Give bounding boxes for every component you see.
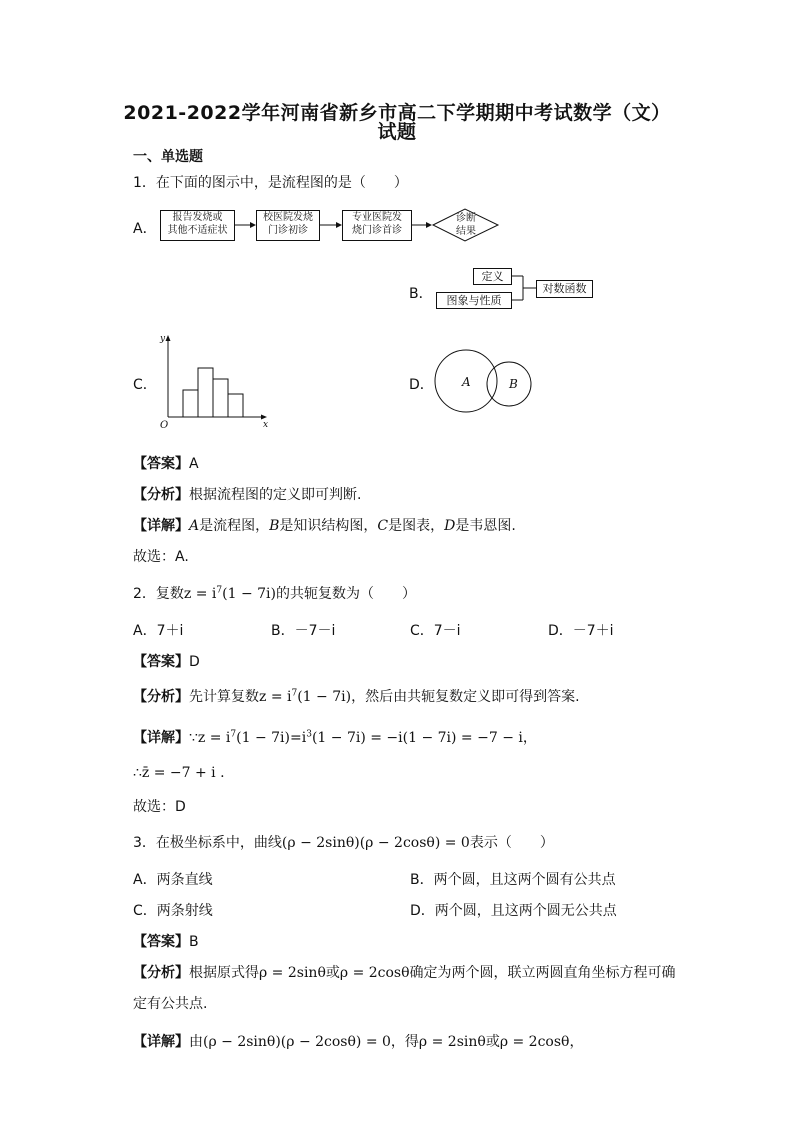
histogram-chart (155, 333, 275, 433)
q2-analysis (133, 686, 580, 706)
q1-detail-t1: 是流程图， (199, 518, 270, 534)
flow-box-report-line1: 报告发烧或 (172, 212, 223, 223)
venn-diagram (432, 346, 537, 416)
structure-box-properties: 图象与性质 (436, 292, 512, 309)
q3-analysis-line2: 定有公共点. (133, 996, 208, 1012)
q3-stem-expr: (ρ − 2sinθ)(ρ − 2cosθ) = 0 (281, 835, 470, 851)
q1-detail (133, 515, 516, 535)
flow-arrowhead-3 (426, 222, 432, 228)
q1-analysis-text: 根据流程图的定义即可判断. (189, 487, 362, 503)
q3-answer (133, 931, 199, 951)
q3-detail-pre: 由 (189, 1034, 203, 1050)
q2-option-c: C．7－i (410, 623, 461, 639)
flow-box-report-line2: 其他不适症状 (167, 225, 228, 236)
q2-analysis-expr2: (1 − 7i) (297, 689, 352, 705)
q3-answer-value: B (189, 934, 199, 950)
histogram-bar-2 (198, 368, 213, 417)
q3-detail-e1: (ρ − 2sinθ)(ρ − 2cosθ) = 0 (203, 1034, 391, 1050)
q3-detail-mid1: ，得 (390, 1034, 419, 1050)
page-title: 2021-2022学年河南省新乡市高二下学期期中考试数学（文） (123, 102, 671, 124)
q1-detail-t4: 是韦恩图. (455, 518, 516, 534)
q1-detail-b: B (269, 518, 280, 534)
q2-answer-value: D (189, 654, 200, 670)
q3-analysis (133, 962, 676, 982)
q2-option-b: B．－7－i (271, 623, 336, 639)
q1-answer-value: A (189, 456, 199, 472)
q1-analysis (133, 484, 361, 504)
structure-box-definition: 定义 (473, 268, 512, 285)
q1-analysis-tag: 【分析】 (133, 487, 189, 503)
q1-detail-a: A (189, 518, 200, 534)
histogram-bar-3 (213, 379, 228, 417)
q3-stem-post: 表示（ ） (469, 835, 554, 851)
histogram-x-arrow (261, 415, 267, 420)
q1-conclusion: 故选：A. (133, 549, 189, 565)
q1-option-c-label: C． (133, 377, 157, 393)
histogram-origin-label: O (160, 420, 169, 431)
flow-box-hospital-line1: 专业医院发 (352, 212, 402, 223)
q2-detail-sup-b: 3 (306, 729, 312, 740)
q2-option-d: D．－7＋i (548, 623, 614, 639)
q3-answer-tag: 【答案】 (133, 934, 189, 950)
venn-label-a: A (462, 375, 471, 389)
flow-box-hospital (342, 210, 412, 241)
q2-detail-expr-c: (1 − 7i) = −i(1 − 7i) = −7 − i (311, 730, 523, 746)
flow-diamond-line1: 诊断 (456, 213, 476, 224)
structure-box-logarithm: 对数函数 (536, 280, 593, 298)
q1-answer-tag: 【答案】 (133, 456, 189, 472)
q2-stem-post: 的共轭复数为（ ） (276, 586, 416, 602)
flow-box-report (160, 210, 235, 241)
q2-detail-sup-a: 7 (230, 729, 237, 740)
q3-stem-pre: 3．在极坐标系中，曲线 (133, 835, 282, 851)
histogram-y-label: y (160, 334, 166, 344)
flow-diamond-line2: 结果 (456, 226, 476, 237)
q3-stem (133, 832, 554, 852)
q1-option-a-label: A． (133, 221, 157, 237)
histogram-bar-1 (183, 390, 198, 417)
venn-label-b: B (509, 377, 518, 391)
q1-detail-d: D (444, 518, 456, 534)
q3-analysis-e2: ρ = 2cosθ (339, 965, 410, 981)
q3-detail-post: ， (569, 1034, 584, 1050)
q2-analysis-pre: 先计算复数 (189, 689, 259, 705)
q1-detail-c: C (377, 518, 389, 534)
q3-option-a: A．两条直线 (133, 872, 213, 888)
q3-analysis-tag: 【分析】 (133, 965, 189, 981)
q3-analysis-e1: ρ = 2sinθ (259, 965, 326, 981)
q2-option-a: A．7＋i (133, 623, 184, 639)
q1-detail-t2: 是知识结构图， (279, 518, 378, 534)
q3-option-d: D．两个圆，且这两个圆无公共点 (410, 903, 617, 919)
q2-analysis-sup: 7 (291, 688, 298, 699)
q2-analysis-post: ，然后由共轭复数定义即可得到答案. (351, 689, 580, 705)
histogram-x-label: x (263, 420, 269, 430)
q3-detail-e3: ρ = 2cosθ (499, 1034, 570, 1050)
q2-detail-tag: 【详解】 (133, 730, 189, 746)
q1-option-b-label: B． (409, 286, 433, 302)
q1-answer (133, 453, 199, 473)
q3-detail (133, 1031, 583, 1051)
q2-stem-pre: 2．复数 (133, 586, 184, 602)
q3-option-b: B．两个圆，且这两个圆有公共点 (410, 872, 616, 888)
q3-analysis-mid: 或 (325, 965, 340, 981)
q1-option-d-label: D． (409, 377, 434, 393)
flow-box-school-line1: 校医院发烧 (263, 212, 313, 223)
q3-analysis-post: 确定为两个圆，联立两圆直角坐标方程可确 (409, 965, 676, 981)
q2-analysis-tag: 【分析】 (133, 689, 189, 705)
q2-answer-tag: 【答案】 (133, 654, 189, 670)
q1-detail-t3: 是图表， (388, 518, 445, 534)
q2-answer (133, 651, 200, 671)
q2-stem (133, 583, 416, 603)
page-title-line2: 试题 (377, 121, 417, 143)
section-heading: 一、单选题 (133, 149, 203, 165)
q2-stem-sup: 7 (216, 585, 223, 596)
histogram-y-arrow (166, 335, 171, 341)
q1-detail-tag: 【详解】 (133, 518, 189, 534)
q3-detail-tag: 【详解】 (133, 1034, 189, 1050)
flow-diamond-text (445, 212, 487, 238)
q2-detail (133, 727, 537, 747)
q2-detail-line2: ∴z̄ = −7 + i . (133, 765, 225, 781)
q2-detail-expr-b: (1 − 7i)=i (236, 730, 307, 746)
q2-stem-expr: z = i (183, 586, 217, 602)
flow-box-school-line2: 门诊初诊 (268, 225, 308, 236)
q2-detail-post: ， (522, 730, 537, 746)
q2-detail-expr-a: ∵z = i (189, 730, 231, 746)
q3-detail-mid2: 或 (485, 1034, 500, 1050)
q3-option-c: C．两条射线 (133, 903, 213, 919)
histogram-bar-4 (228, 394, 243, 417)
flow-box-school-clinic (256, 210, 320, 241)
q3-analysis-pre: 根据原式得 (189, 965, 259, 981)
q2-stem-expr2: (1 − 7i) (222, 586, 276, 602)
q1-stem: 1．在下面的图示中，是流程图的是（ ） (133, 175, 408, 191)
flow-box-hospital-line2: 烧门诊首诊 (352, 225, 402, 236)
q2-analysis-expr: z = i (259, 689, 292, 705)
q3-detail-e2: ρ = 2sinθ (418, 1034, 486, 1050)
q2-conclusion: 故选：D (133, 799, 186, 815)
